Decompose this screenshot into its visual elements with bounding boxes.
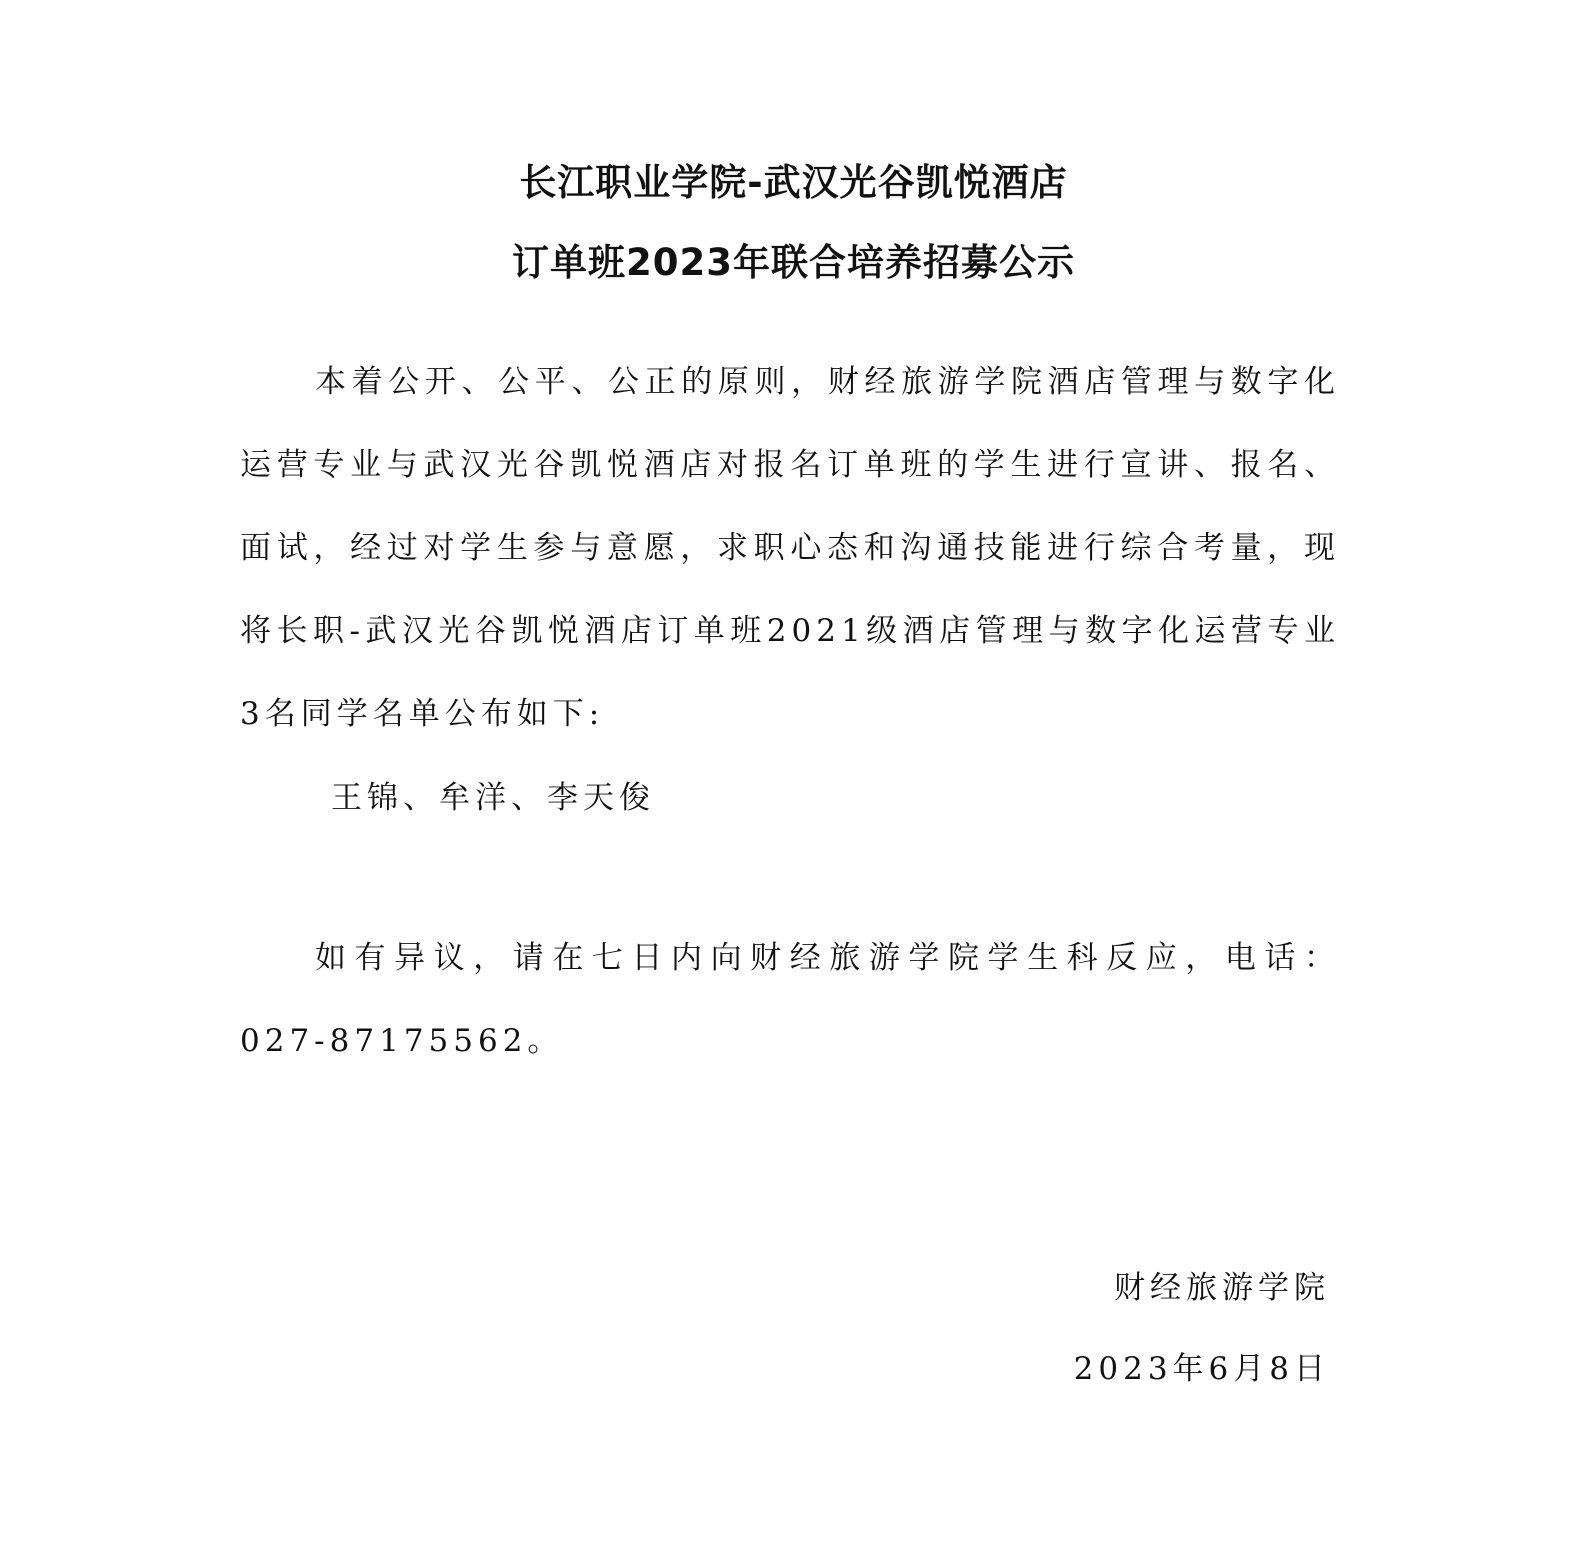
objection-contact-paragraph: 如有异议，请在七日内向财经旅游学院学生科反应，电话：027-87175562。 <box>240 940 1340 1059</box>
document-title-line-1: 长江职业学院-武汉光谷凯悦酒店 <box>519 161 1068 204</box>
announcement-paragraph: 本着公开、公平、公正的原则，财经旅游学院酒店管理与数字化运营专业与武汉光谷凯悦酒店对报名订单班的学生进行宣讲、报名、面试，经过对学生参与意愿，求职心态和沟通技能进行综合考量，现将长职-武汉光谷凯悦酒店订单班2021级酒店管理与数字化运营专业3名同学名单公布如下: <box>240 364 1340 732</box>
student-names: 王锦、牟洋、李天俊 <box>331 780 655 816</box>
signature-department: 财经旅游学院 <box>1114 1270 1330 1306</box>
document-title-line-2: 订单班2023年联合培养招募公示 <box>512 241 1075 284</box>
signature-date: 2023年6月8日 <box>1073 1351 1330 1387</box>
